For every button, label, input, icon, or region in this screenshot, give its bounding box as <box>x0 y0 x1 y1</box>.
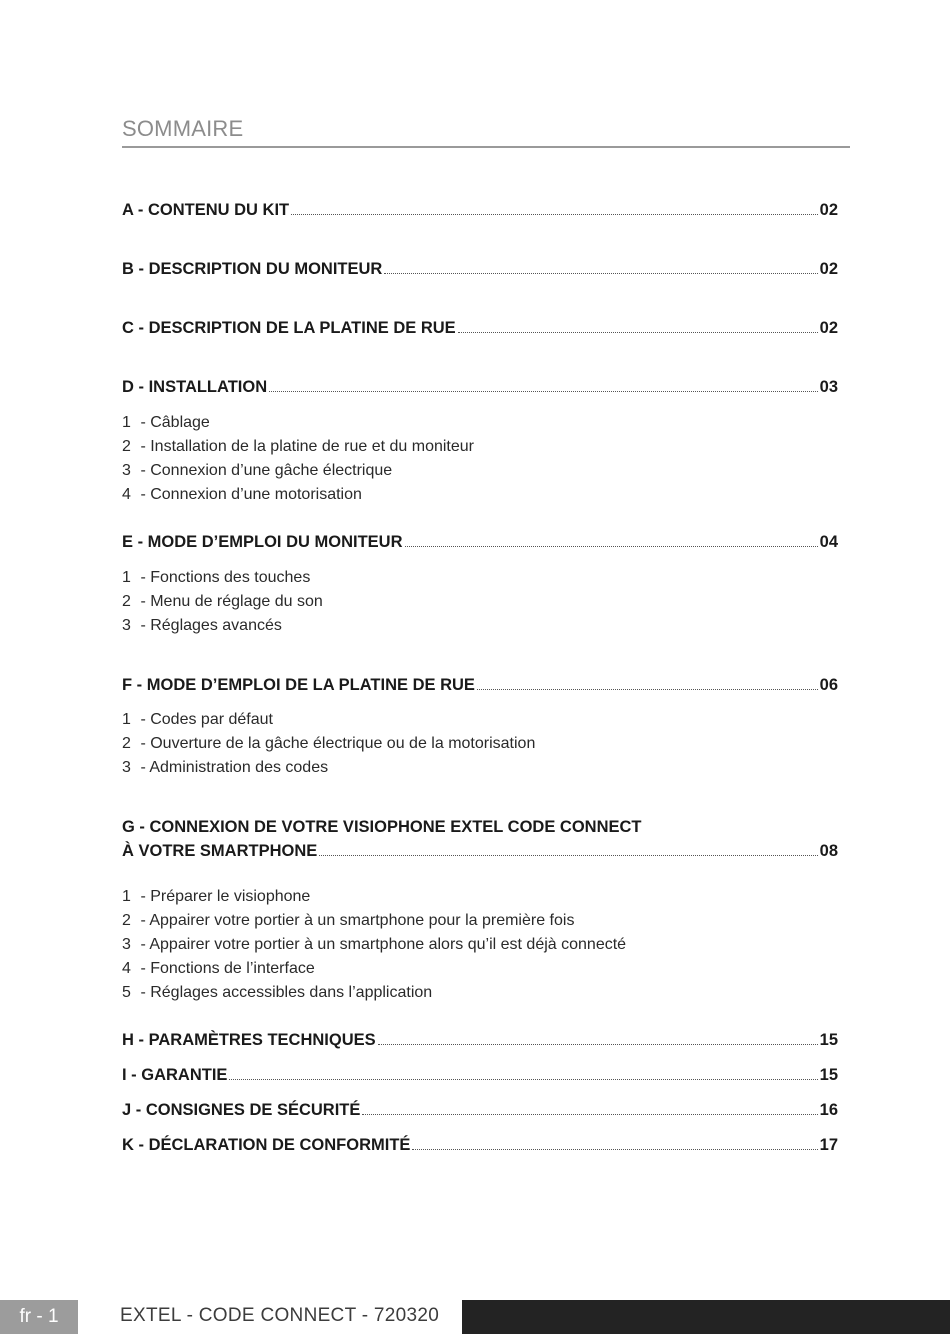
subentry-number: 2 <box>122 912 131 929</box>
subentry-label: Appairer votre portier à un smartphone alors qu’il est déjà connecté <box>149 936 627 953</box>
subentry-number: 3 <box>122 617 131 634</box>
subentry-label: Fonctions de l’interface <box>150 960 315 977</box>
toc-subentry[interactable]: 1 - Câblage <box>122 414 210 431</box>
toc-leader-dots <box>412 1148 817 1150</box>
subentry-number: 1 <box>122 414 131 431</box>
subentry-label: Câblage <box>150 414 210 431</box>
toc-leader-dots <box>362 1113 817 1115</box>
toc-entry-k[interactable] <box>122 1136 838 1155</box>
toc-subentry[interactable]: 2 - Installation de la platine de rue et du moniteur <box>122 438 474 455</box>
toc-subentry[interactable]: 4 - Connexion d’une motorisation <box>122 486 362 503</box>
toc-entry-c[interactable] <box>122 319 838 338</box>
toc-entry-label: E - MODE D’EMPLOI DU MONITEUR <box>122 533 403 551</box>
toc-leader-dots <box>229 1078 817 1080</box>
toc-page-number: 06 <box>819 676 838 694</box>
toc-subentry[interactable]: 3 - Appairer votre portier à un smartphone alors qu’il est déjà connecté <box>122 936 627 953</box>
subentry-number: 3 <box>122 936 131 953</box>
toc-subentry[interactable]: 3 - Administration des codes <box>122 759 329 776</box>
toc-entry-label: I - GARANTIE <box>122 1066 228 1084</box>
toc-page-number: 04 <box>819 533 838 551</box>
toc-entry-g-line1[interactable]: G - CONNEXION DE VOTRE VISIOPHONE EXTEL CODE CONNECT <box>122 818 642 836</box>
subentry-label: Réglages accessibles dans l’application <box>150 984 433 1001</box>
toc-page-number: 17 <box>819 1136 838 1154</box>
subentry-label: Appairer votre portier à un smartphone pour la première fois <box>149 912 575 929</box>
toc-page-number: 08 <box>819 842 838 860</box>
subentry-label: Connexion d’une motorisation <box>150 486 362 503</box>
subentry-number: 3 <box>122 462 131 479</box>
subentry-label: Fonctions des touches <box>150 569 311 586</box>
subentry-number: 4 <box>122 486 131 503</box>
subentry-number: 2 <box>122 593 131 610</box>
toc-entry-f[interactable] <box>122 676 838 695</box>
toc-page-number: 02 <box>819 319 838 337</box>
toc-entry-label: J - CONSIGNES DE SÉCURITÉ <box>122 1101 361 1119</box>
toc-leader-dots <box>291 213 818 215</box>
toc-page-number: 02 <box>819 260 838 278</box>
subentry-number: 2 <box>122 735 131 752</box>
subentry-number: 1 <box>122 569 131 586</box>
toc-entry-label: C - DESCRIPTION DE LA PLATINE DE RUE <box>122 319 456 337</box>
toc-entry-e[interactable] <box>122 533 838 552</box>
subentry-number: 1 <box>122 888 131 905</box>
toc-leader-dots <box>477 688 818 690</box>
toc-entry-label: À VOTRE SMARTPHONE <box>122 842 318 860</box>
toc-entry-i[interactable] <box>122 1066 838 1085</box>
toc-leader-dots <box>384 272 817 274</box>
toc-subentry[interactable]: 2 - Ouverture de la gâche électrique ou de la motorisation <box>122 735 536 752</box>
subentry-number: 5 <box>122 984 131 1001</box>
toc-entry-d[interactable] <box>122 378 838 397</box>
subentry-number: 3 <box>122 759 131 776</box>
subentry-label: Installation de la platine de rue et du moniteur <box>150 438 474 455</box>
toc-subentry[interactable]: 1 - Fonctions des touches <box>122 569 311 586</box>
toc-leader-dots <box>319 854 817 856</box>
toc-page-number: 03 <box>819 378 838 396</box>
subentry-label: Ouverture de la gâche électrique ou de la motorisation <box>150 735 536 752</box>
subentry-label: Réglages avancés <box>150 617 282 634</box>
toc-entry-label: K - DÉCLARATION DE CONFORMITÉ <box>122 1136 411 1154</box>
toc-subentry[interactable]: 3 - Réglages avancés <box>122 617 282 634</box>
toc-subentry[interactable]: 1 - Préparer le visiophone <box>122 888 311 905</box>
toc-subentry[interactable]: 4 - Fonctions de l’interface <box>122 960 315 977</box>
toc-leader-dots <box>458 331 818 333</box>
subentry-label: Menu de réglage du son <box>150 593 323 610</box>
toc-page-number: 16 <box>819 1101 838 1119</box>
toc-subentry[interactable]: 3 - Connexion d’une gâche électrique <box>122 462 393 479</box>
footer-bar <box>462 1300 950 1334</box>
subentry-number: 2 <box>122 438 131 455</box>
toc-subentry[interactable]: 2 - Appairer votre portier à un smartphone pour la première fois <box>122 912 575 929</box>
toc-entry-h[interactable] <box>122 1031 838 1050</box>
toc-page-number: 15 <box>819 1066 838 1084</box>
toc-entry-label: F - MODE D’EMPLOI DE LA PLATINE DE RUE <box>122 676 475 694</box>
footer-page-tag: fr - 1 <box>0 1300 78 1334</box>
title-divider <box>122 146 850 148</box>
toc-subentry[interactable]: 2 - Menu de réglage du son <box>122 593 323 610</box>
subentry-label: Connexion d’une gâche électrique <box>150 462 393 479</box>
footer-product-name: EXTEL - CODE CONNECT - 720320 <box>120 1305 440 1326</box>
toc-leader-dots <box>405 545 818 547</box>
toc-entry-j[interactable] <box>122 1101 838 1120</box>
toc-entry-b[interactable] <box>122 260 838 279</box>
toc-page-number: 02 <box>819 201 838 219</box>
toc-leader-dots <box>378 1043 818 1045</box>
subentry-number: 1 <box>122 711 131 728</box>
subentry-label: Administration des codes <box>149 759 329 776</box>
subentry-number: 4 <box>122 960 131 977</box>
toc-entry-g[interactable] <box>122 842 838 861</box>
subentry-label: Codes par défaut <box>150 711 273 728</box>
page-title: SOMMAIRE <box>122 116 244 141</box>
toc-subentry[interactable]: 5 - Réglages accessibles dans l’application <box>122 984 433 1001</box>
toc-entry-label: D - INSTALLATION <box>122 378 268 396</box>
toc-entry-label: A - CONTENU DU KIT <box>122 201 290 219</box>
toc-subentry[interactable]: 1 - Codes par défaut <box>122 711 273 728</box>
toc-leader-dots <box>269 390 818 392</box>
subentry-label: Préparer le visiophone <box>150 888 311 905</box>
toc-entry-label: H - PARAMÈTRES TECHNIQUES <box>122 1031 376 1049</box>
toc-entry-a[interactable] <box>122 201 838 220</box>
toc-entry-label: B - DESCRIPTION DU MONITEUR <box>122 260 383 278</box>
toc-page-number: 15 <box>819 1031 838 1049</box>
